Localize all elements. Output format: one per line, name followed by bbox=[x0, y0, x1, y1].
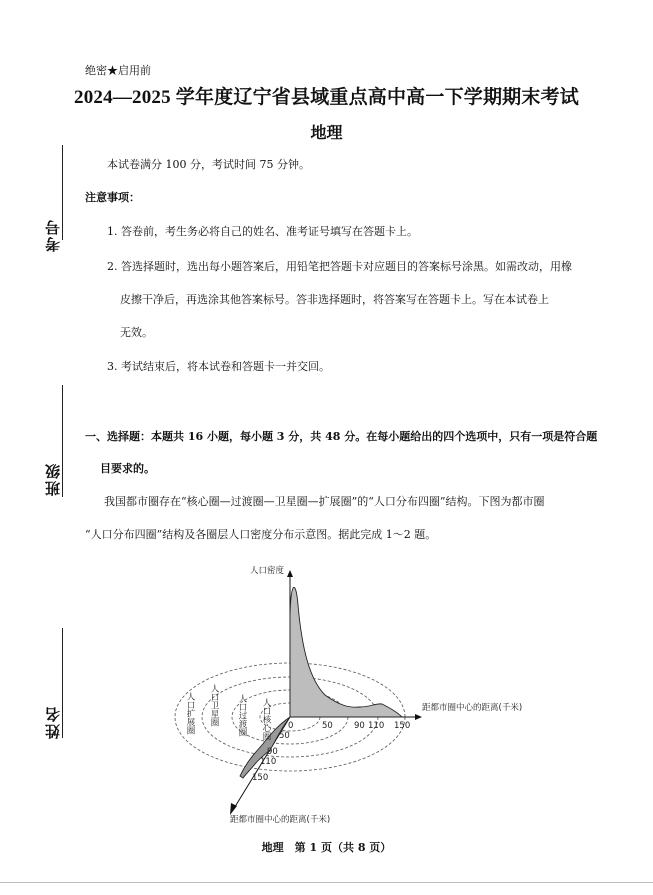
x-tick-0: 0 bbox=[288, 721, 294, 731]
section-heading: 一、选择题：本题共 16 小题，每小题 3 分，共 48 分。在每小题给出的四个选项中，只有一项是符合题 bbox=[85, 430, 598, 443]
sidebar-label-exam-no: 考号 bbox=[44, 218, 62, 252]
x-tick-150: 150 bbox=[394, 721, 411, 731]
sidebar-label-name: 姓名 bbox=[44, 705, 62, 739]
ring-label-transition: 人口过渡圈 bbox=[237, 694, 247, 737]
population-ring-figure bbox=[150, 560, 540, 830]
ring-label-satellite: 人口卫星圈 bbox=[209, 684, 219, 727]
x-axis-label: 距都市圈中心的距离(千米) bbox=[422, 703, 523, 713]
question-stem: 我国都市圈存在“核心圈—过渡圈—卫星圈—扩展圈”的“人口分布四圈”结构。下图为都市圈 bbox=[104, 495, 545, 508]
z-axis-label: 距都市圈中心的距离(千米) bbox=[230, 815, 331, 825]
notes-heading: 注意事项： bbox=[85, 191, 140, 204]
x-axis-arrow bbox=[415, 714, 422, 720]
intro-text: 本试卷满分 100 分，考试时间 75 分钟。 bbox=[107, 158, 310, 171]
confidential-mark: 绝密★启用前 bbox=[85, 64, 151, 77]
subject-title: 地理 bbox=[310, 123, 343, 142]
z-tick-50: 50 bbox=[279, 731, 290, 741]
y-axis-label: 人口密度 bbox=[250, 566, 285, 576]
z-tick-90: 90 bbox=[267, 747, 278, 757]
section-heading-cont: 目要求的。 bbox=[100, 462, 155, 475]
x-tick-50: 50 bbox=[322, 721, 333, 731]
note-item-2: 2. 答选择题时，选出每小题答案后，用铅笔把答题卡对应题目的答案标号涂黑。如需改动，用橡 bbox=[107, 260, 572, 273]
density-curve-x bbox=[290, 587, 402, 717]
x-tick-110: 110 bbox=[368, 721, 385, 731]
ring-label-core: 人口核心圈 bbox=[261, 698, 271, 741]
note-item-2-cont: 皮擦干净后，再选涂其他答案标号。答非选择题时，将答案写在答题卡上。写在本试卷上 bbox=[120, 293, 549, 306]
exam-title: 2024—2025 学年度辽宁省县域重点高中高一下学期期末考试 bbox=[74, 87, 579, 108]
ring-label-expansion: 人口扩展圈 bbox=[185, 692, 195, 735]
y-axis-arrow bbox=[287, 570, 293, 577]
note-item-3: 3. 考试结束后，将本试卷和答题卡一并交回。 bbox=[107, 360, 330, 373]
question-stem-cont: “人口分布四圈”结构及各圈层人口密度分布示意图。据此完成 1～2 题。 bbox=[85, 528, 437, 541]
z-tick-150: 150 bbox=[252, 773, 269, 783]
bottom-rule bbox=[0, 882, 653, 883]
page-footer: 地理 第 1 页（共 8 页） bbox=[261, 841, 392, 854]
note-item-1: 1. 答卷前，考生务必将自己的姓名、准考证号填写在答题卡上。 bbox=[107, 225, 418, 238]
note-item-2-end: 无效。 bbox=[120, 326, 153, 339]
sidebar-label-class: 班级 bbox=[44, 462, 62, 496]
x-tick-90: 90 bbox=[354, 721, 365, 731]
z-tick-110: 110 bbox=[260, 757, 277, 767]
